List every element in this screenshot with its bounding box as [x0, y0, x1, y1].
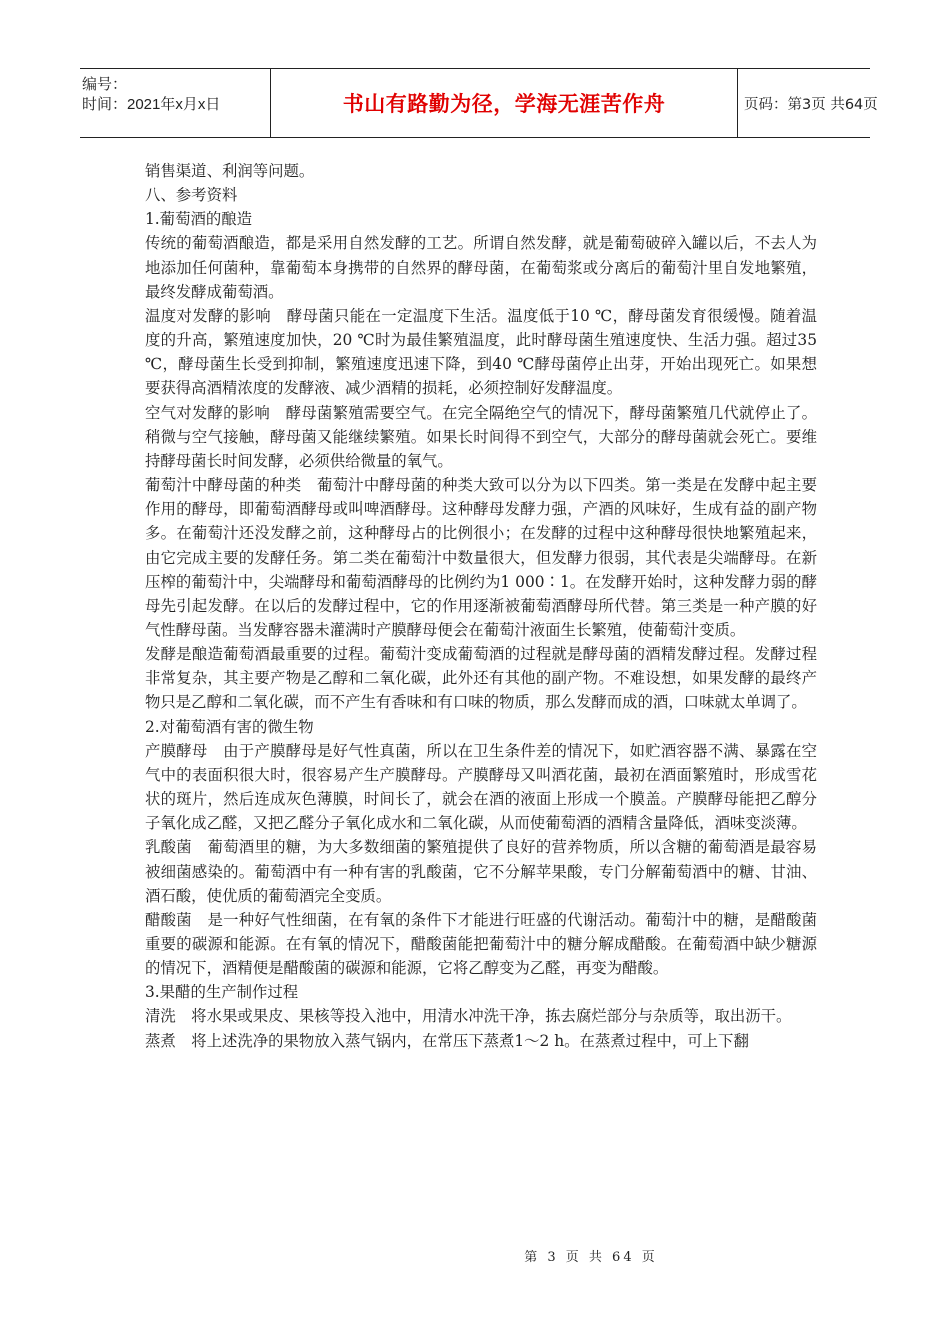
document-body [145, 159, 817, 1053]
paragraph: 温度对发酵的影响 酵母菌只能在一定温度下生活。温度低于10 ℃，酵母菌发育很缓慢。随着温度的升高，繁殖速度加快，20 ℃时为最佳繁殖温度，此时酵母菌生殖速度快、生活力强。超过35 ℃，酵母菌生长受到抑制，繁殖速度迅速下降，到40 ℃酵母菌停止出芽，开始出现死亡。如果想要获得高酒精浓度的发酵液、减少酒精的损耗，必须控制好发酵温度。 [145, 306, 817, 398]
header-meta [80, 69, 270, 137]
page-footer: 第 3 页 共 64 页 [524, 1250, 658, 1265]
subsection-heading: 2.对葡萄酒有害的微生物 [145, 717, 314, 736]
paragraph: 醋酸菌 是一种好气性细菌，在有氧的条件下才能进行旺盛的代谢活动。葡萄汁中的糖，是醋酸菌重要的碳源和能源。在有氧的情况下，醋酸菌能把葡萄汁中的糖分解成醋酸。在葡萄酒中缺少糖源的情况下，酒精便是醋酸菌的碳源和能源，它将乙醇变为乙醛，再变为醋酸。 [145, 910, 817, 978]
paragraph: 清洗 将水果或果皮、果核等投入池中，用清水冲洗干净，拣去腐烂部分与杂质等，取出沥干。 [145, 1007, 792, 1026]
document-number-label: 编号： [82, 76, 128, 93]
paragraph: 空气对发酵的影响 酵母菌繁殖需要空气。在完全隔绝空气的情况下，酵母菌繁殖几代就停止了。稍微与空气接触，酵母菌又能继续繁殖。如果长时间得不到空气，大部分的酵母菌就会死亡。要维持酵母菌长时间发酵，必须供给微量的氧气。 [145, 403, 817, 470]
paragraph: 产膜酵母 由于产膜酵母是好气性真菌，所以在卫生条件差的情况下，如贮酒容器不满、暴露在空气中的表面积很大时，很容易产生产膜酵母。产膜酵母又叫酒花菌，最初在酒面繁殖时，形成雪花状的斑片，然后连成灰色薄膜，时间长了，就会在酒的液面上形成一个膜盖。产膜酵母能把乙醇分子氧化成乙醛，又把乙醛分子氧化成水和二氧化碳，从而使葡萄酒的酒精含量降低，酒味变淡薄。 [145, 741, 817, 833]
subsection-heading: 3.果醋的生产制作过程 [145, 983, 299, 1002]
paragraph: 发酵是酿造葡萄酒最重要的过程。葡萄汁变成葡萄酒的过程就是酵母菌的酒精发酵过程。发酵过程非常复杂，其主要产物是乙醇和二氧化碳，此外还有其他的副产物。不难设想，如果发酵的最终产物只是乙醇和二氧化碳，而不产生有香味和有口味的物质，那么发酵而成的酒，口味就太单调了。 [145, 645, 817, 712]
subsection-heading: 1.葡萄酒的酿造 [145, 210, 253, 229]
paragraph: 销售渠道、利润等问题。 [145, 162, 315, 180]
document-date-label: 时间：2021年x月x日 [82, 96, 221, 113]
header-page-info: 页码：第3页 共64页 [744, 96, 878, 113]
page-header [80, 68, 878, 138]
paragraph: 传统的葡萄酒酿造，都是采用自然发酵的工艺。所谓自然发酵，就是葡萄破碎入罐以后，不去人为地添加任何菌种，靠葡萄本身携带的自然界的酵母菌，在葡萄浆或分离后的葡萄汁里自发地繁殖，最终发酵成葡萄酒。 [145, 234, 817, 301]
paragraph: 乳酸菌 葡萄酒里的糖，为大多数细菌的繁殖提供了良好的营养物质，所以含糖的葡萄酒是最容易被细菌感染的。葡萄酒中有一种有害的乳酸菌，它不分解苹果酸，专门分解葡萄酒中的糖、甘油、酒石酸，使优质的葡萄酒完全变质。 [145, 838, 817, 905]
paragraph: 蒸煮 将上述洗净的果物放入蒸气锅内，在常压下蒸煮1～2 h。在蒸煮过程中，可上下翻 [145, 1031, 749, 1050]
header-motto: 书山有路勤为径，学海无涯苦作舟 [342, 92, 666, 116]
section-heading: 八、参考资料 [145, 186, 238, 205]
paragraph: 葡萄汁中酵母菌的种类 葡萄汁中酵母菌的种类大致可以分为以下四类。第一类是在发酵中起主要作用的酵母，即葡萄酒酵母或叫啤酒酵母。这种酵母发酵力强，产酒的风味好，生成有益的副产物多。在葡萄汁还没发酵之前，这种酵母占的比例很小；在发酵的过程中这种酵母很快地繁殖起来，由它完成主要的发酵任务。第二类在葡萄汁中数量很大，但发酵力很弱，其代表是尖端酵母。在新压榨的葡萄汁中，尖端酵母和葡萄酒酵母的比例约为1 000∶1。在发酵开始时，这种发酵力弱的酵母先引起发酵。在以后的发酵过程中，它的作用逐渐被葡萄酒酵母所代替。第三类是一种产膜的好气性酵母菌。当发酵容器未灌满时产膜酵母便会在葡萄汁液面生长繁殖，使葡萄汁变质。 [145, 476, 817, 639]
